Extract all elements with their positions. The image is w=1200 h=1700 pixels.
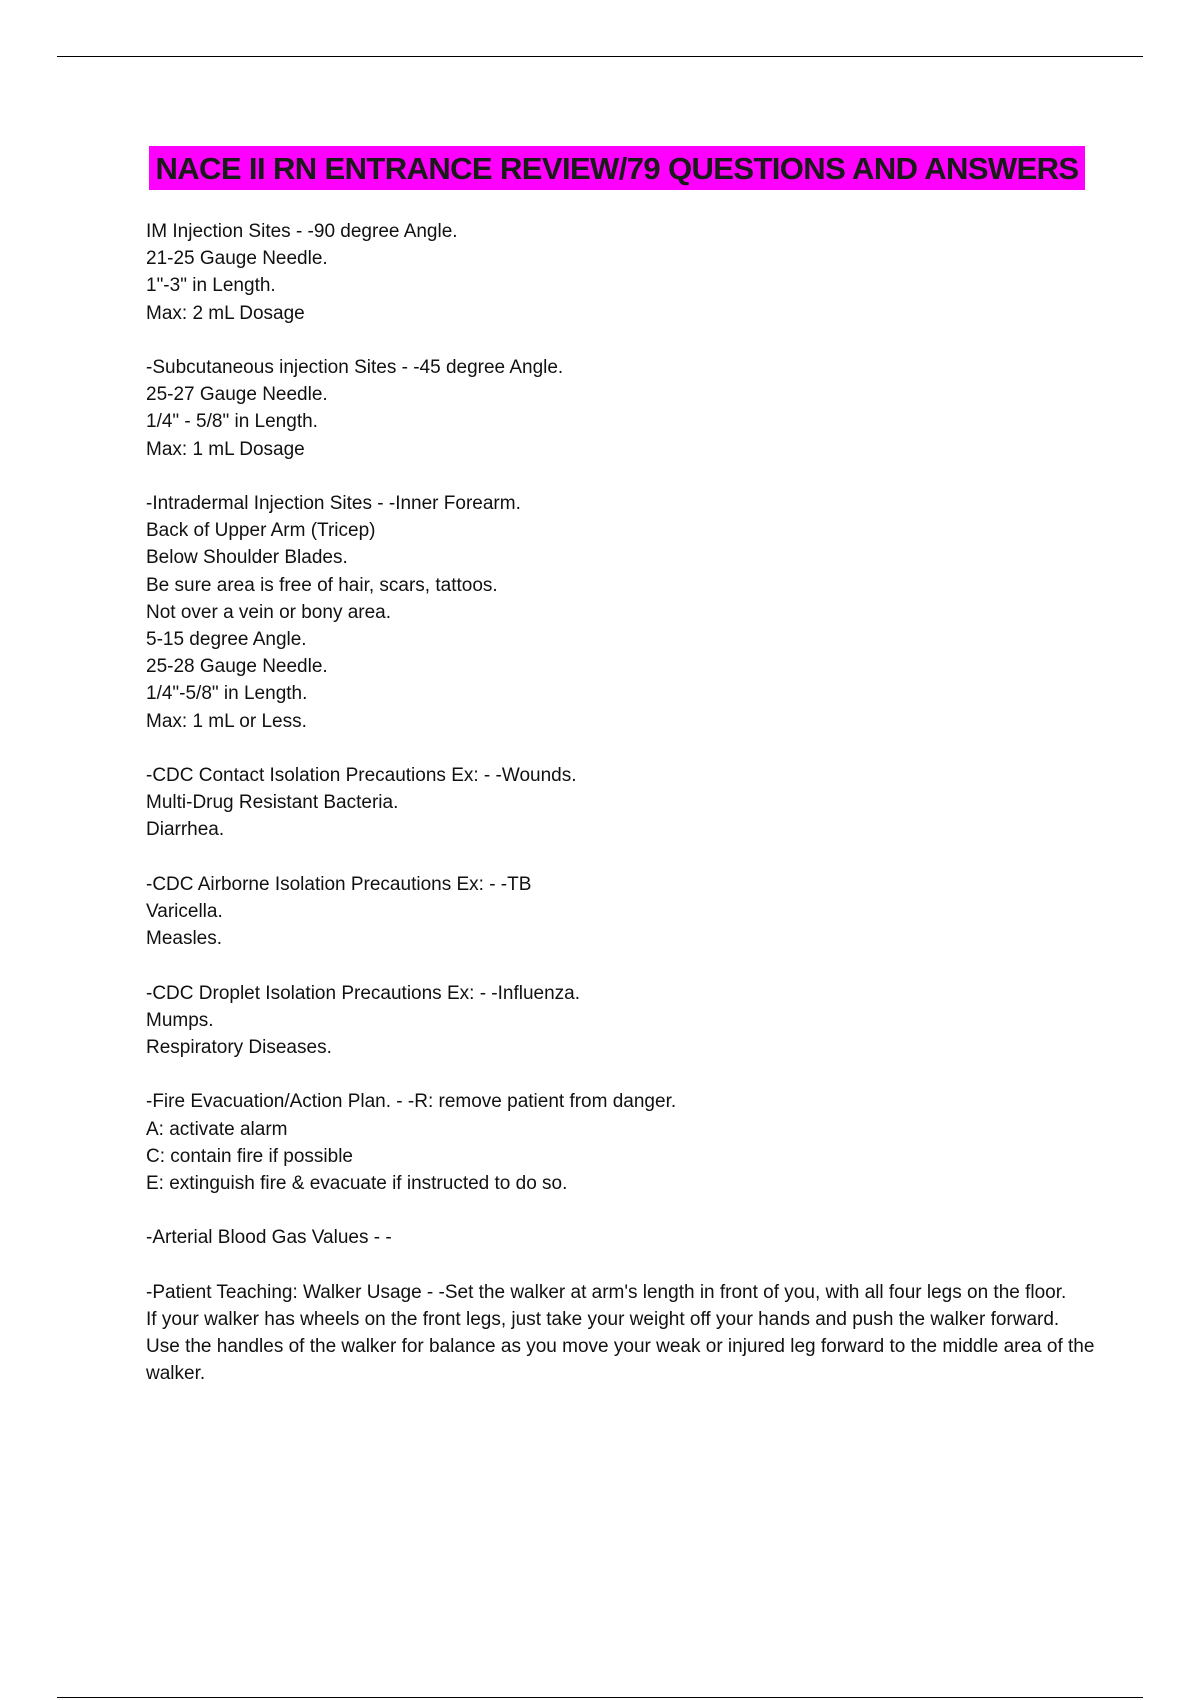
qa-line: Use the handles of the walker for balance as you move your weak or injured leg forward to the middle area of the walker. xyxy=(146,1336,1095,1385)
qa-line: Be sure area is free of hair, scars, tattoos. xyxy=(146,574,498,596)
qa-line: 5-15 degree Angle. xyxy=(146,629,307,651)
qa-line: IM Injection Sites - -90 degree Angle. xyxy=(146,221,458,242)
qa-line: 25-27 Gauge Needle. xyxy=(146,384,328,406)
qa-line: 1/4" - 5/8" in Length. xyxy=(146,411,318,433)
qa-entry-airborne-precautions xyxy=(146,871,1096,953)
qa-line: E: extinguish fire & evacuate if instructed to do so. xyxy=(146,1173,568,1195)
qa-line: -Subcutaneous injection Sites - -45 degree Angle. xyxy=(146,357,564,378)
qa-entry-intradermal-injection xyxy=(146,490,1096,735)
qa-line: Max: 2 mL Dosage xyxy=(146,302,305,324)
qa-line: If your walker has wheels on the front legs, just take your weight off your hands and push the walker forward. xyxy=(146,1309,1060,1330)
qa-line: Below Shoulder Blades. xyxy=(146,547,348,569)
qa-line: Diarrhea. xyxy=(146,819,225,841)
qa-line: -Intradermal Injection Sites - -Inner Forearm. xyxy=(146,493,521,514)
qa-content xyxy=(146,218,1096,1415)
qa-line: -Arterial Blood Gas Values - - xyxy=(146,1227,392,1249)
qa-line: 1"-3" in Length. xyxy=(146,275,276,297)
qa-line: -Fire Evacuation/Action Plan. - -R: remove patient from danger. xyxy=(146,1091,677,1113)
qa-line: -CDC Contact Isolation Precautions Ex: - -Wounds. xyxy=(146,765,577,787)
qa-line: C: contain fire if possible xyxy=(146,1145,353,1167)
qa-line: Varicella. xyxy=(146,901,223,923)
qa-line: Measles. xyxy=(146,928,223,950)
qa-line: Max: 1 mL or Less. xyxy=(146,710,307,732)
title-highlight xyxy=(149,146,1085,190)
qa-entry-subcutaneous-injection xyxy=(146,354,1096,463)
qa-entry-im-injection xyxy=(146,218,1096,327)
qa-entry-droplet-precautions xyxy=(146,980,1096,1062)
qa-entry-arterial-blood-gas xyxy=(146,1224,1096,1251)
qa-line: 25-28 Gauge Needle. xyxy=(146,656,328,678)
qa-line: Respiratory Diseases. xyxy=(146,1037,332,1059)
qa-line: -Patient Teaching: Walker Usage - -Set the walker at arm's length in front of you, with all four legs on the floor. xyxy=(146,1281,1067,1303)
qa-line: A: activate alarm xyxy=(146,1118,288,1140)
qa-line: -CDC Airborne Isolation Precautions Ex: - -TB xyxy=(146,873,532,895)
qa-line: 21-25 Gauge Needle. xyxy=(146,248,328,270)
qa-line: Max: 1 mL Dosage xyxy=(146,438,305,460)
qa-entry-fire-evacuation xyxy=(146,1088,1096,1197)
document-title: NACE II RN ENTRANCE REVIEW/79 QUESTIONS AND ANSWERS xyxy=(155,150,1079,186)
qa-line: Not over a vein or bony area. xyxy=(146,601,392,623)
top-divider xyxy=(57,56,1143,57)
qa-line: Back of Upper Arm (Tricep) xyxy=(146,520,376,542)
qa-line: Multi-Drug Resistant Bacteria. xyxy=(146,792,399,814)
qa-line: 1/4"-5/8" in Length. xyxy=(146,683,308,705)
qa-entry-walker-usage xyxy=(146,1279,1096,1388)
qa-line: Mumps. xyxy=(146,1009,214,1031)
qa-line: -CDC Droplet Isolation Precautions Ex: - -Influenza. xyxy=(146,982,581,1004)
qa-entry-contact-precautions xyxy=(146,762,1096,844)
bottom-divider xyxy=(57,1697,1143,1698)
